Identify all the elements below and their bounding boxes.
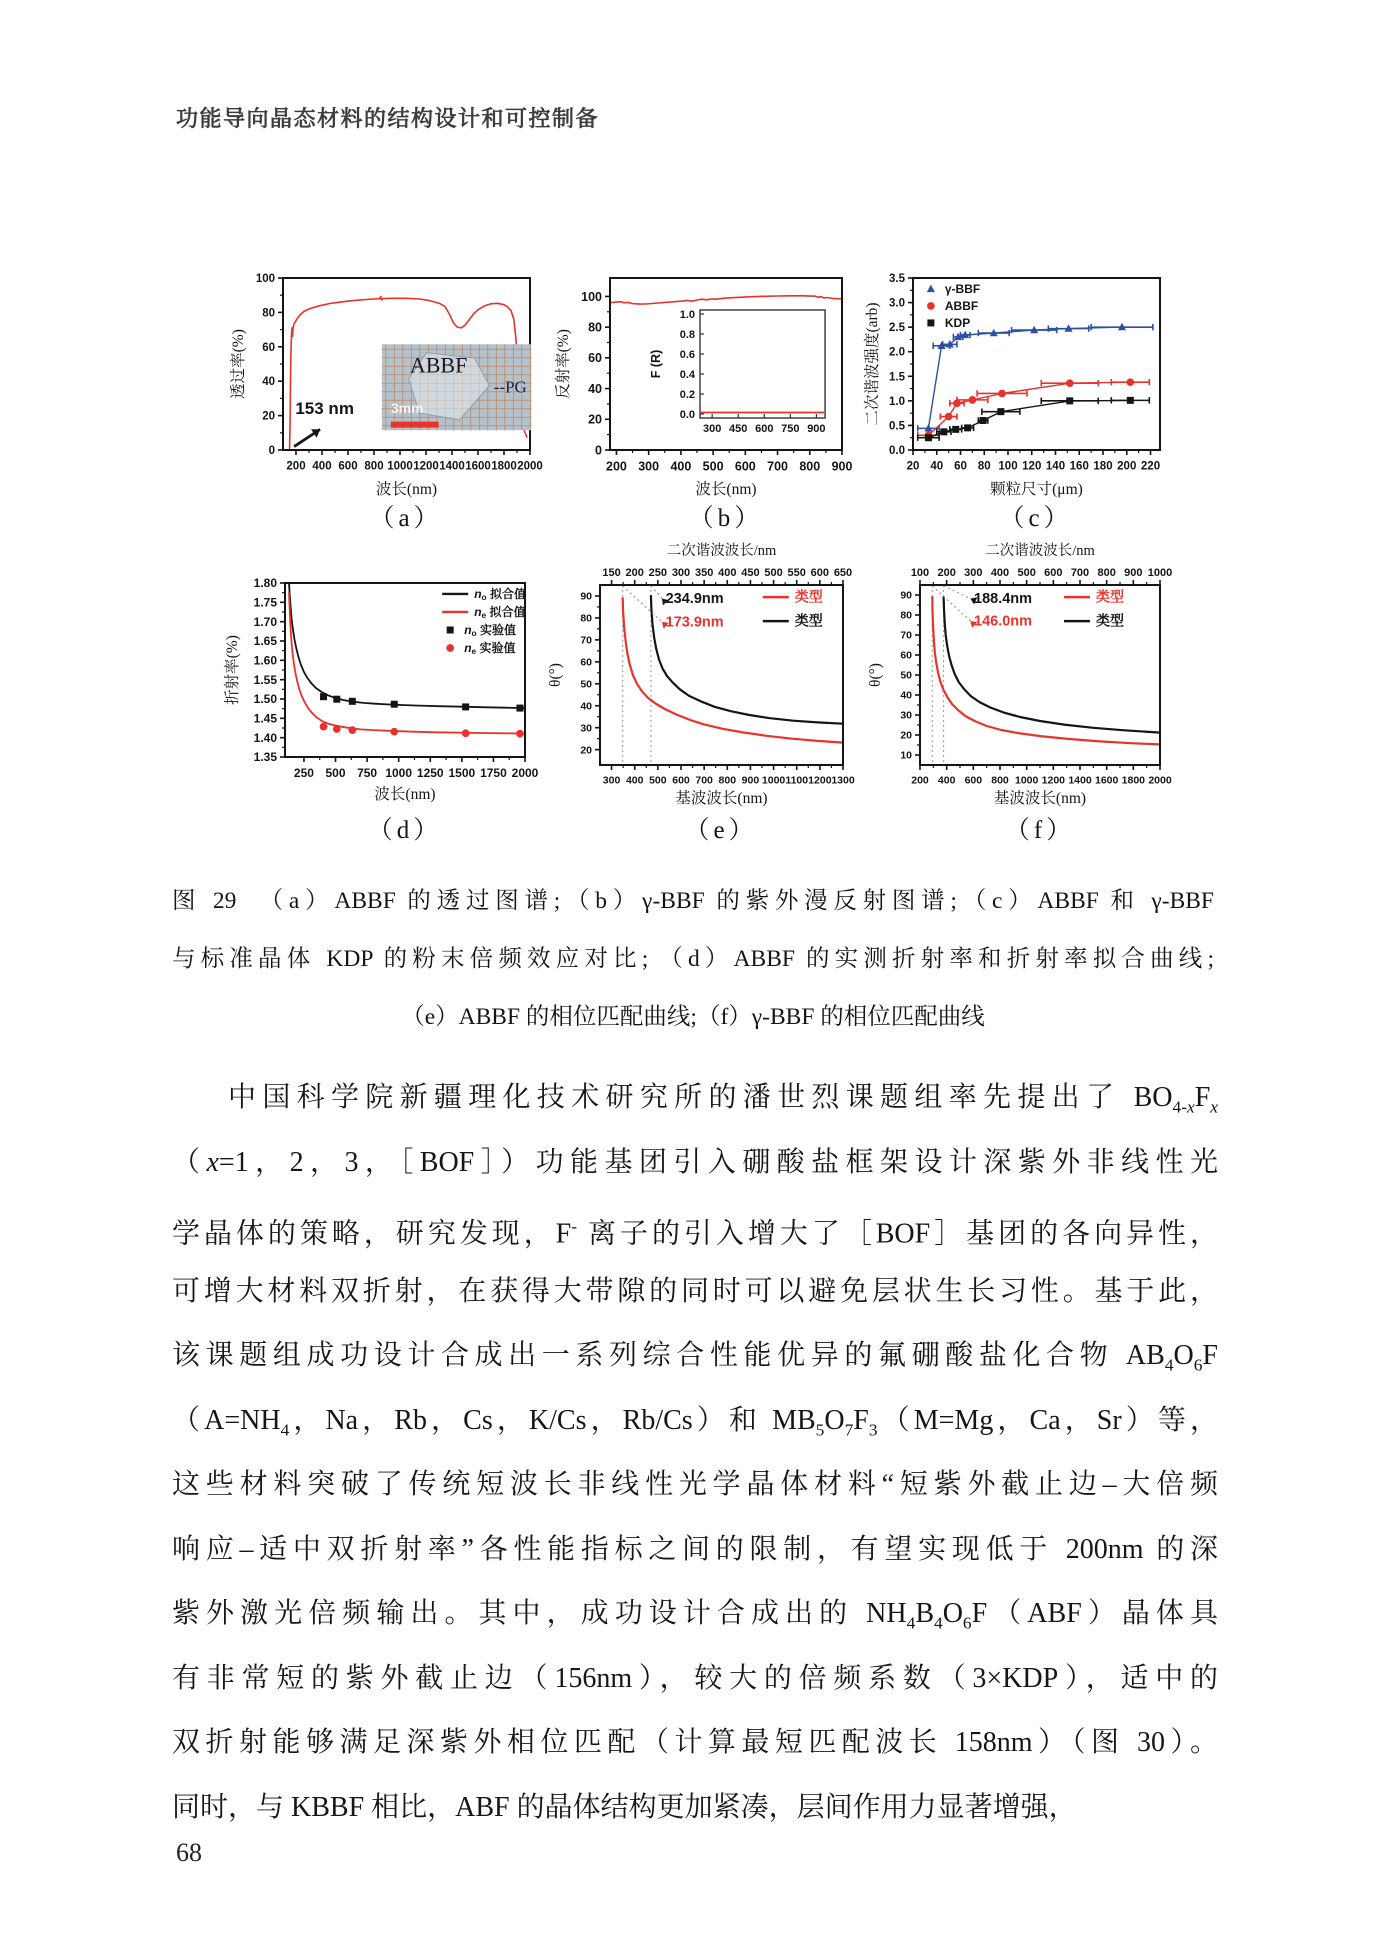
svg-text:900: 900 <box>831 459 853 474</box>
svg-text:500: 500 <box>764 567 783 579</box>
svg-text:100: 100 <box>255 273 275 286</box>
svg-text:θ(°): θ(°) <box>547 663 564 687</box>
svg-text:900: 900 <box>1124 567 1143 579</box>
body-line: 紫外激光倍频输出。其中，成功设计合成出的 $NH_4B_4O_6F(ABF)$晶体具 <box>172 1598 1218 1633</box>
svg-text:波长(nm): 波长(nm) <box>695 481 757 498</box>
svg-text:类型: 类型 <box>1096 612 1124 629</box>
body-line: 中国科学院新疆理化技术研究所的潘世烈课题组率先提出了 $BO_{4-x}F_x$ <box>228 1082 1218 1117</box>
body-line: 双折射能够满足深紫外相位匹配（计算最短匹配波长 158nm）（图 30）。 <box>172 1727 1218 1758</box>
svg-text:100: 100 <box>581 289 602 304</box>
svg-text:80: 80 <box>900 609 912 622</box>
svg-text:220: 220 <box>1140 460 1161 473</box>
svg-text:ne 拟合值: ne 拟合值 <box>474 604 526 621</box>
svg-text:0: 0 <box>268 445 275 458</box>
chart-a-transmittance <box>190 246 550 504</box>
svg-text:波长(nm): 波长(nm) <box>375 481 438 498</box>
running-header: 功能导向晶态材料的结构设计和可控制备 <box>176 106 600 131</box>
svg-text:透过率(%): 透过率(%) <box>230 329 247 399</box>
svg-text:300: 300 <box>671 567 691 579</box>
svg-text:150: 150 <box>602 567 621 579</box>
chart-d-refractive-index <box>192 550 550 812</box>
svg-text:200: 200 <box>286 460 306 473</box>
svg-text:188.4nm: 188.4nm <box>974 591 1033 607</box>
svg-text:1100: 1100 <box>785 774 809 787</box>
svg-text:no 实验值: no 实验值 <box>464 622 517 639</box>
subcaption-d: （d） <box>367 817 443 844</box>
svg-text:20: 20 <box>588 412 602 427</box>
svg-text:800: 800 <box>991 774 1009 787</box>
svg-text:1400: 1400 <box>439 460 465 473</box>
svg-text:450: 450 <box>741 567 760 579</box>
svg-text:80: 80 <box>588 320 602 335</box>
svg-text:--PG: --PG <box>493 377 527 397</box>
svg-text:1600: 1600 <box>465 460 491 473</box>
body-line: 响应–适中双折射率”各性能指标之间的限制，有望实现低于 200nm 的深 <box>172 1533 1218 1565</box>
subcaption-e: （e） <box>684 817 758 844</box>
chart-e-phase-matching-abbf <box>508 516 866 816</box>
svg-text:1400: 1400 <box>1068 774 1092 787</box>
svg-text:2.0: 2.0 <box>889 346 905 359</box>
svg-text:140: 140 <box>1045 460 1066 473</box>
figure-caption-line: （e）ABBF 的相位匹配曲线;（f）γ-BBF 的相位匹配曲线 <box>401 1004 985 1030</box>
svg-text:800: 800 <box>718 774 737 787</box>
chart-b-uv-reflectance <box>518 246 863 504</box>
svg-text:0.2: 0.2 <box>679 388 696 401</box>
svg-text:400: 400 <box>718 567 737 579</box>
svg-text:折射率(%): 折射率(%) <box>224 635 241 705</box>
svg-text:234.9nm: 234.9nm <box>665 591 724 607</box>
svg-text:70: 70 <box>580 634 592 647</box>
svg-text:基波波长(nm): 基波波长(nm) <box>675 790 768 807</box>
svg-text:1750: 1750 <box>480 766 507 780</box>
svg-text:70: 70 <box>900 629 912 642</box>
svg-text:800: 800 <box>799 459 821 474</box>
svg-text:250: 250 <box>648 567 668 579</box>
svg-text:450: 450 <box>729 423 748 436</box>
svg-text:200: 200 <box>937 567 956 579</box>
svg-text:50: 50 <box>900 669 912 682</box>
svg-text:1.0: 1.0 <box>889 395 905 408</box>
svg-text:650: 650 <box>833 567 853 579</box>
subcaption-a: （a） <box>369 505 443 532</box>
svg-text:500: 500 <box>649 774 667 787</box>
figure-caption-line: 图 29 （a）ABBF 的透过图谱;（b）γ-BBF 的紫外漫反射图谱;（c）ABBF 和 γ-BBF <box>172 888 1214 914</box>
svg-text:1000: 1000 <box>387 460 413 473</box>
svg-text:ne 实验值: ne 实验值 <box>464 640 516 657</box>
svg-text:1.55: 1.55 <box>253 672 277 687</box>
svg-text:300: 300 <box>602 774 621 787</box>
svg-text:1.80: 1.80 <box>253 576 277 591</box>
svg-text:40: 40 <box>262 376 275 389</box>
svg-text:300: 300 <box>638 459 660 474</box>
svg-text:500: 500 <box>325 766 346 780</box>
figure-caption-line: 与标准晶体 KDP 的粉末倍频效应对比; （d）ABBF 的实测折射率和折射率拟合曲线; <box>172 946 1214 972</box>
svg-text:3.0: 3.0 <box>889 297 905 310</box>
svg-text:0.8: 0.8 <box>679 328 696 341</box>
subcaption-f: （f） <box>1004 817 1076 844</box>
svg-text:200: 200 <box>911 774 929 787</box>
body-line: 这些材料突破了传统短波长非线性光学晶体材料“短紫外截止边–大倍频 <box>172 1469 1218 1500</box>
body-line: （x=1，2，3，［BOF］）功能基团引入硼酸盐框架设计深紫外非线性光 <box>172 1146 1218 1178</box>
svg-text:800: 800 <box>1097 567 1116 579</box>
svg-text:250: 250 <box>293 766 314 780</box>
svg-text:900: 900 <box>741 774 760 787</box>
svg-text:1000: 1000 <box>1014 774 1039 787</box>
svg-text:2000: 2000 <box>517 460 543 473</box>
svg-text:0.0: 0.0 <box>889 445 905 458</box>
svg-text:1300: 1300 <box>831 774 855 787</box>
svg-text:ABBF: ABBF <box>944 298 979 313</box>
svg-text:ABBF: ABBF <box>409 352 468 378</box>
subcaption-b: （b） <box>688 505 764 532</box>
svg-text:600: 600 <box>1044 567 1063 579</box>
svg-text:10: 10 <box>900 749 912 762</box>
svg-text:no 拟合值: no 拟合值 <box>474 586 527 603</box>
svg-text:400: 400 <box>670 459 692 474</box>
svg-text:1200: 1200 <box>808 774 832 787</box>
svg-text:80: 80 <box>262 307 275 320</box>
svg-text:20: 20 <box>580 744 592 757</box>
svg-text:40: 40 <box>900 689 912 702</box>
svg-text:KDP: KDP <box>944 315 971 330</box>
svg-text:40: 40 <box>930 460 944 473</box>
svg-text:二次谐波波长/nm: 二次谐波波长/nm <box>666 543 777 559</box>
svg-text:1200: 1200 <box>413 460 439 473</box>
svg-text:60: 60 <box>900 649 912 662</box>
svg-text:900: 900 <box>807 423 826 436</box>
svg-text:0.4: 0.4 <box>679 368 696 381</box>
svg-text:波长(nm): 波长(nm) <box>374 786 436 803</box>
svg-text:1.35: 1.35 <box>253 750 277 765</box>
body-line: 学晶体的策略，研究发现，F- 离子的引入增大了［BOF］基团的各向异性， <box>172 1217 1218 1250</box>
svg-text:200: 200 <box>1117 460 1137 473</box>
svg-text:200: 200 <box>606 459 627 474</box>
svg-text:400: 400 <box>312 460 332 473</box>
svg-text:200: 200 <box>625 567 644 579</box>
svg-text:146.0nm: 146.0nm <box>974 613 1033 630</box>
svg-text:550: 550 <box>787 567 806 579</box>
page-number: 68 <box>176 1838 202 1867</box>
svg-text:1.70: 1.70 <box>253 614 277 629</box>
svg-text:二次谐波波长/nm: 二次谐波波长/nm <box>985 543 1095 559</box>
svg-text:500: 500 <box>702 459 724 474</box>
svg-text:3.5: 3.5 <box>889 273 905 286</box>
svg-text:600: 600 <box>810 567 830 579</box>
svg-text:800: 800 <box>364 460 384 473</box>
svg-text:300: 300 <box>964 567 983 579</box>
svg-text:153 nm: 153 nm <box>295 398 354 418</box>
svg-text:θ(°): θ(°) <box>867 663 884 687</box>
svg-text:1.45: 1.45 <box>253 711 277 726</box>
body-line: 该课题组成功设计合成出一系列综合性能优异的氟硼酸盐化合物 $AB_4O_6F$ <box>172 1340 1218 1375</box>
svg-text:1.5: 1.5 <box>889 371 905 384</box>
svg-text:1500: 1500 <box>448 766 476 780</box>
svg-text:600: 600 <box>734 459 756 474</box>
svg-text:750: 750 <box>781 423 800 436</box>
svg-text:1.75: 1.75 <box>253 595 277 610</box>
svg-text:二次谐波强度(arb): 二次谐波强度(arb) <box>864 302 881 426</box>
svg-text:1600: 1600 <box>1094 774 1119 787</box>
svg-text:90: 90 <box>900 589 912 602</box>
svg-text:1.50: 1.50 <box>253 692 277 707</box>
svg-text:60: 60 <box>580 656 592 669</box>
svg-text:2000: 2000 <box>511 766 539 780</box>
svg-text:1.0: 1.0 <box>679 308 696 321</box>
svg-text:400: 400 <box>625 774 644 787</box>
svg-text:1.40: 1.40 <box>253 730 277 745</box>
body-line: 有非常短的紫外截止边（156nm），较大的倍频系数（3×KDP），适中的 <box>172 1662 1218 1694</box>
svg-text:γ-BBF: γ-BBF <box>944 281 981 296</box>
svg-text:1800: 1800 <box>491 460 517 473</box>
svg-text:30: 30 <box>580 722 592 735</box>
svg-text:400: 400 <box>990 567 1010 579</box>
svg-text:50: 50 <box>580 678 592 691</box>
svg-text:基波波长(nm): 基波波长(nm) <box>993 790 1087 807</box>
svg-text:120: 120 <box>1022 460 1042 473</box>
svg-text:1000: 1000 <box>1147 567 1173 579</box>
svg-text:0.0: 0.0 <box>679 408 696 421</box>
svg-text:20: 20 <box>906 460 920 473</box>
svg-text:2000: 2000 <box>1148 774 1172 787</box>
chart-f-phase-matching-gbbf <box>828 516 1186 816</box>
chart-c-shg-intensity <box>820 246 1185 504</box>
svg-text:173.9nm: 173.9nm <box>665 614 724 631</box>
svg-text:1.65: 1.65 <box>253 634 277 649</box>
svg-text:1.60: 1.60 <box>253 653 277 668</box>
svg-text:1800: 1800 <box>1121 774 1146 787</box>
svg-text:20: 20 <box>900 729 912 742</box>
svg-text:180: 180 <box>1093 460 1113 473</box>
svg-text:F (R): F (R) <box>649 349 664 379</box>
svg-text:500: 500 <box>1017 567 1036 579</box>
svg-text:30: 30 <box>900 709 912 722</box>
body-paragraph <box>172 1066 1218 1840</box>
svg-text:600: 600 <box>338 460 358 473</box>
svg-text:0: 0 <box>595 443 602 458</box>
svg-text:700: 700 <box>695 774 713 787</box>
svg-text:60: 60 <box>588 351 602 366</box>
svg-text:80: 80 <box>580 612 592 625</box>
svg-text:60: 60 <box>954 460 967 473</box>
svg-text:40: 40 <box>580 700 592 713</box>
svg-text:160: 160 <box>1069 460 1089 473</box>
svg-text:类型: 类型 <box>794 588 823 605</box>
svg-text:750: 750 <box>357 766 378 780</box>
svg-text:颗粒尺寸(μm): 颗粒尺寸(μm) <box>990 481 1083 498</box>
svg-text:0.6: 0.6 <box>679 348 696 361</box>
svg-text:3mm: 3mm <box>390 400 424 417</box>
svg-text:2.5: 2.5 <box>889 322 905 335</box>
svg-text:600: 600 <box>755 423 774 436</box>
svg-text:1250: 1250 <box>416 766 444 780</box>
figure-caption <box>172 872 1214 1046</box>
svg-text:300: 300 <box>702 423 722 436</box>
svg-text:1000: 1000 <box>761 774 786 787</box>
body-line: 可增大材料双折射，在获得大带隙的同时可以避免层状生长习性。基于此， <box>172 1275 1218 1307</box>
svg-text:60: 60 <box>262 341 275 354</box>
svg-text:20: 20 <box>262 410 275 423</box>
subcaption-c: （c） <box>999 505 1073 532</box>
svg-text:600: 600 <box>964 774 983 787</box>
svg-text:100: 100 <box>910 567 930 579</box>
svg-text:600: 600 <box>672 774 690 787</box>
svg-text:90: 90 <box>580 590 592 603</box>
svg-text:40: 40 <box>588 381 602 396</box>
svg-text:0.5: 0.5 <box>889 420 905 433</box>
svg-text:100: 100 <box>998 460 1018 473</box>
svg-text:反射率(%): 反射率(%) <box>555 329 572 399</box>
svg-text:700: 700 <box>767 459 788 474</box>
svg-text:350: 350 <box>694 567 714 579</box>
svg-text:1000: 1000 <box>385 766 413 780</box>
svg-text:400: 400 <box>937 774 956 787</box>
svg-text:700: 700 <box>1070 567 1090 579</box>
svg-text:类型: 类型 <box>794 612 823 629</box>
body-line: （$A=NH_4$，Na，Rb，Cs，K/Cs，Rb/Cs）和 $MB_5O_7F_3(M=Mg$，Ca，Sr）等， <box>172 1404 1218 1440</box>
body-line: 同时，与 KBBF 相比，ABF 的晶体结构更加紧凑，层间作用力显著增强， <box>172 1791 1077 1823</box>
svg-text:1200: 1200 <box>1041 774 1066 787</box>
svg-text:类型: 类型 <box>1096 588 1124 605</box>
svg-text:80: 80 <box>977 460 991 473</box>
